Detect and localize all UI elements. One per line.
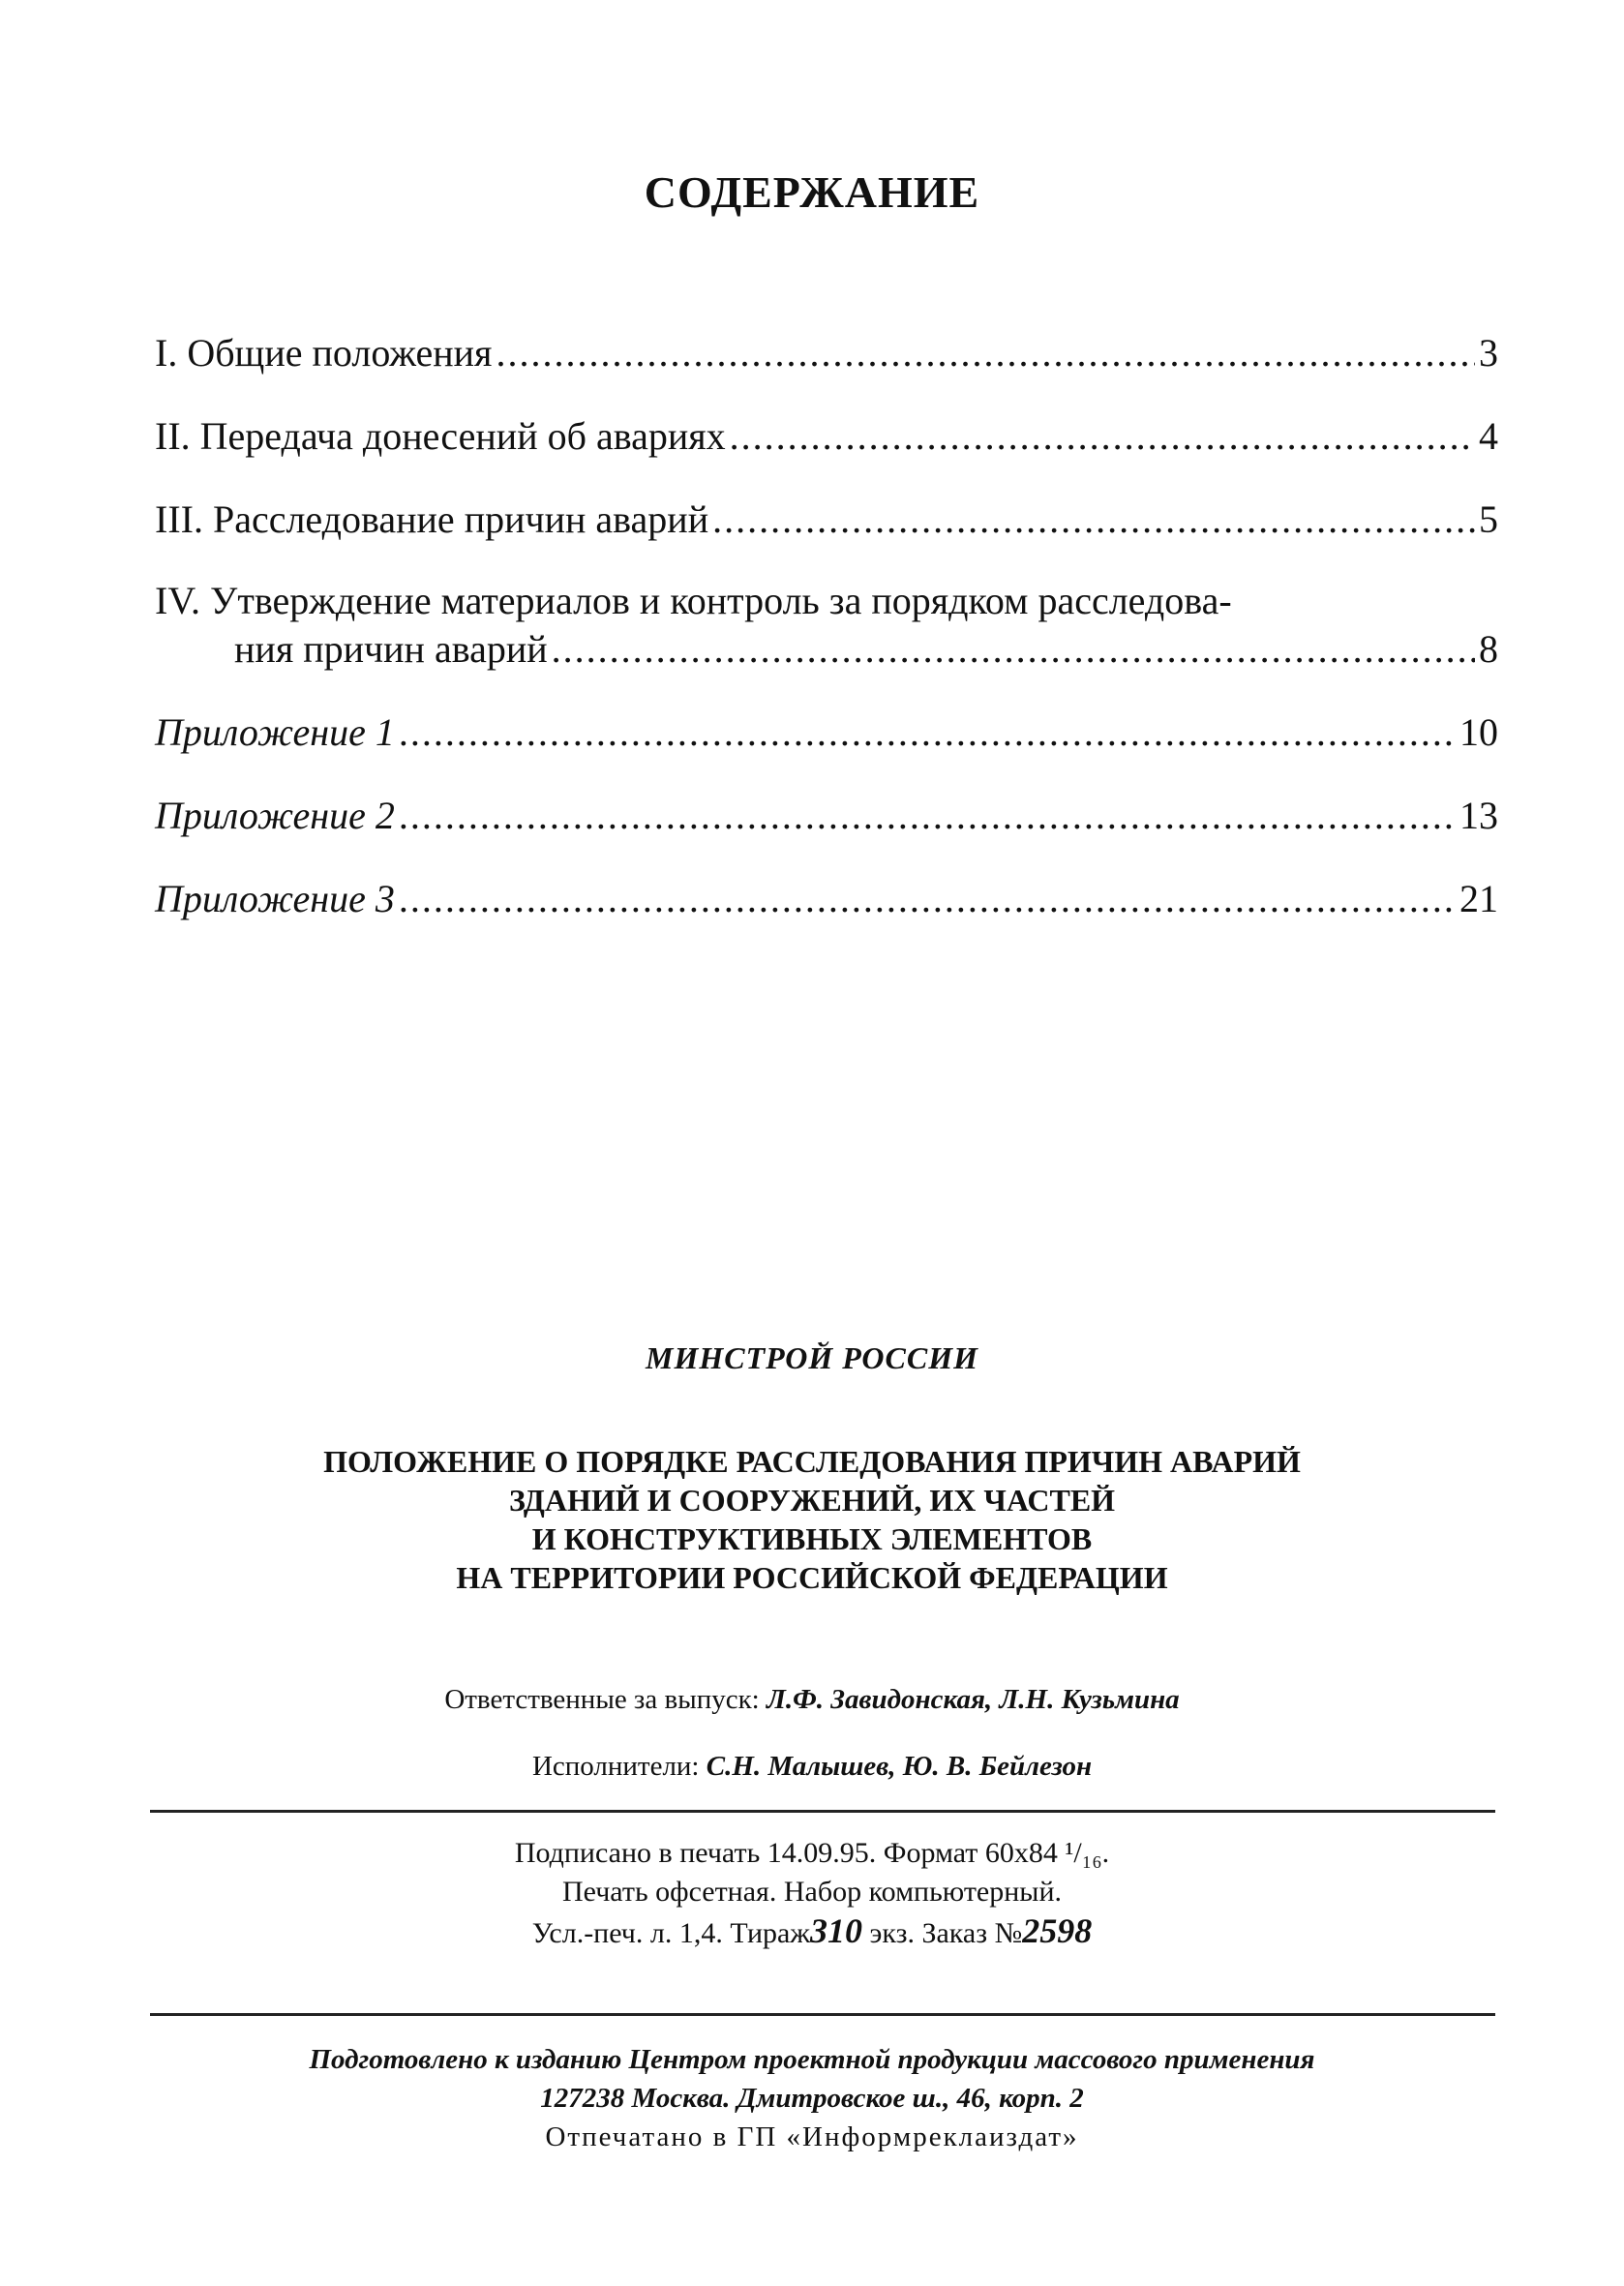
document-title-line: ПОЛОЖЕНИЕ О ПОРЯДКЕ РАССЛЕДОВАНИЯ ПРИЧИН АВАРИЙ: [323, 1444, 1301, 1479]
toc-leader: [496, 329, 1475, 377]
toc-page-number: 13: [1459, 794, 1498, 837]
imprint-line: Подписано в печать 14.09.95. Формат 60x84 ¹/₁₆.: [514, 1837, 1110, 1869]
responsible-row: [0, 1684, 1624, 1716]
imprint-text: Усл.-печ. л. 1,4. Тираж: [531, 1917, 811, 1949]
toc-leader: [399, 708, 1456, 757]
responsible-label: Ответственные за выпуск:: [444, 1684, 760, 1715]
toc-entry[interactable]: [155, 496, 1498, 544]
toc-entry[interactable]: [155, 329, 1498, 377]
toc-leader: [712, 496, 1475, 544]
toc-entry[interactable]: [155, 792, 1498, 840]
toc-leader: [552, 625, 1475, 674]
toc-page-number: 8: [1479, 627, 1498, 671]
toc-entry-text: Приложение 3: [155, 877, 395, 920]
organization-name: МИНСТРОЙ РОССИИ: [646, 1340, 978, 1375]
toc-entry[interactable]: [155, 708, 1498, 757]
toc-page-number: 3: [1479, 331, 1498, 375]
toc-entry[interactable]: [155, 875, 1498, 923]
toc-page-number: 10: [1459, 710, 1498, 754]
publisher-block: [0, 2040, 1624, 2156]
toc-entry-text-line1: IV. Утверждение материалов и контроль за порядком расследова-: [155, 579, 1232, 622]
document-title-line: И КОНСТРУКТИВНЫХ ЭЛЕМЕНТОВ: [531, 1521, 1093, 1556]
executors-row: [0, 1751, 1624, 1783]
handwritten-circulation: 310: [810, 1911, 863, 1950]
document-title-line: НА ТЕРРИТОРИИ РОССИЙСКОЙ ФЕДЕРАЦИИ: [456, 1560, 1168, 1595]
responsible-names: Л.Ф. Завидонская, Л.Н. Кузьмина: [766, 1684, 1180, 1715]
publisher-line: Подготовлено к изданию Центром проектной продукции массового применения: [309, 2044, 1315, 2075]
toc-page-number: 21: [1459, 877, 1498, 920]
imprint-block: [0, 1834, 1624, 1953]
table-of-contents: [155, 329, 1498, 923]
handwritten-order-number: 2598: [1022, 1911, 1093, 1950]
toc-leader: [399, 792, 1456, 840]
imprint-line-circulation: [0, 1911, 1624, 1953]
toc-page-number: 4: [1479, 414, 1498, 458]
toc-entry-text: Приложение 1: [155, 710, 395, 754]
divider: [150, 2013, 1495, 2016]
toc-entry-text-line2: ния причин аварий: [234, 627, 548, 671]
toc-leader: [399, 875, 1456, 923]
credits-block: [0, 1684, 1624, 1818]
toc-entry-text: II. Передача донесений об авариях: [155, 414, 726, 458]
divider: [150, 1810, 1495, 1813]
publisher-address: 127238 Москва. Дмитровское ш., 46, корп. 2: [540, 2083, 1084, 2114]
imprint-line: Печать офсетная. Набор компьютерный.: [561, 1876, 1063, 1908]
toc-entry-text: III. Расследование причин аварий: [155, 497, 709, 541]
executors-label: Исполнители:: [531, 1751, 700, 1782]
toc-entry[interactable]: [155, 577, 1498, 674]
toc-title: СОДЕРЖАНИЕ: [644, 167, 980, 217]
toc-entry-text: Приложение 2: [155, 794, 395, 837]
toc-entry-text: I. Общие положения: [155, 331, 493, 375]
document-title: [0, 1442, 1624, 1597]
toc-page-number: 5: [1479, 497, 1498, 541]
toc-leader: [730, 412, 1475, 461]
imprint-text: экз. Заказ №: [869, 1917, 1023, 1949]
toc-entry[interactable]: [155, 412, 1498, 461]
printer-line: Отпечатано в ГП «Информреклаиздат»: [545, 2121, 1079, 2152]
executors-names: С.Н. Малышев, Ю. В. Бейлезон: [706, 1751, 1093, 1782]
document-title-line: ЗДАНИЙ И СООРУЖЕНИЙ, ИХ ЧАСТЕЙ: [508, 1483, 1116, 1518]
